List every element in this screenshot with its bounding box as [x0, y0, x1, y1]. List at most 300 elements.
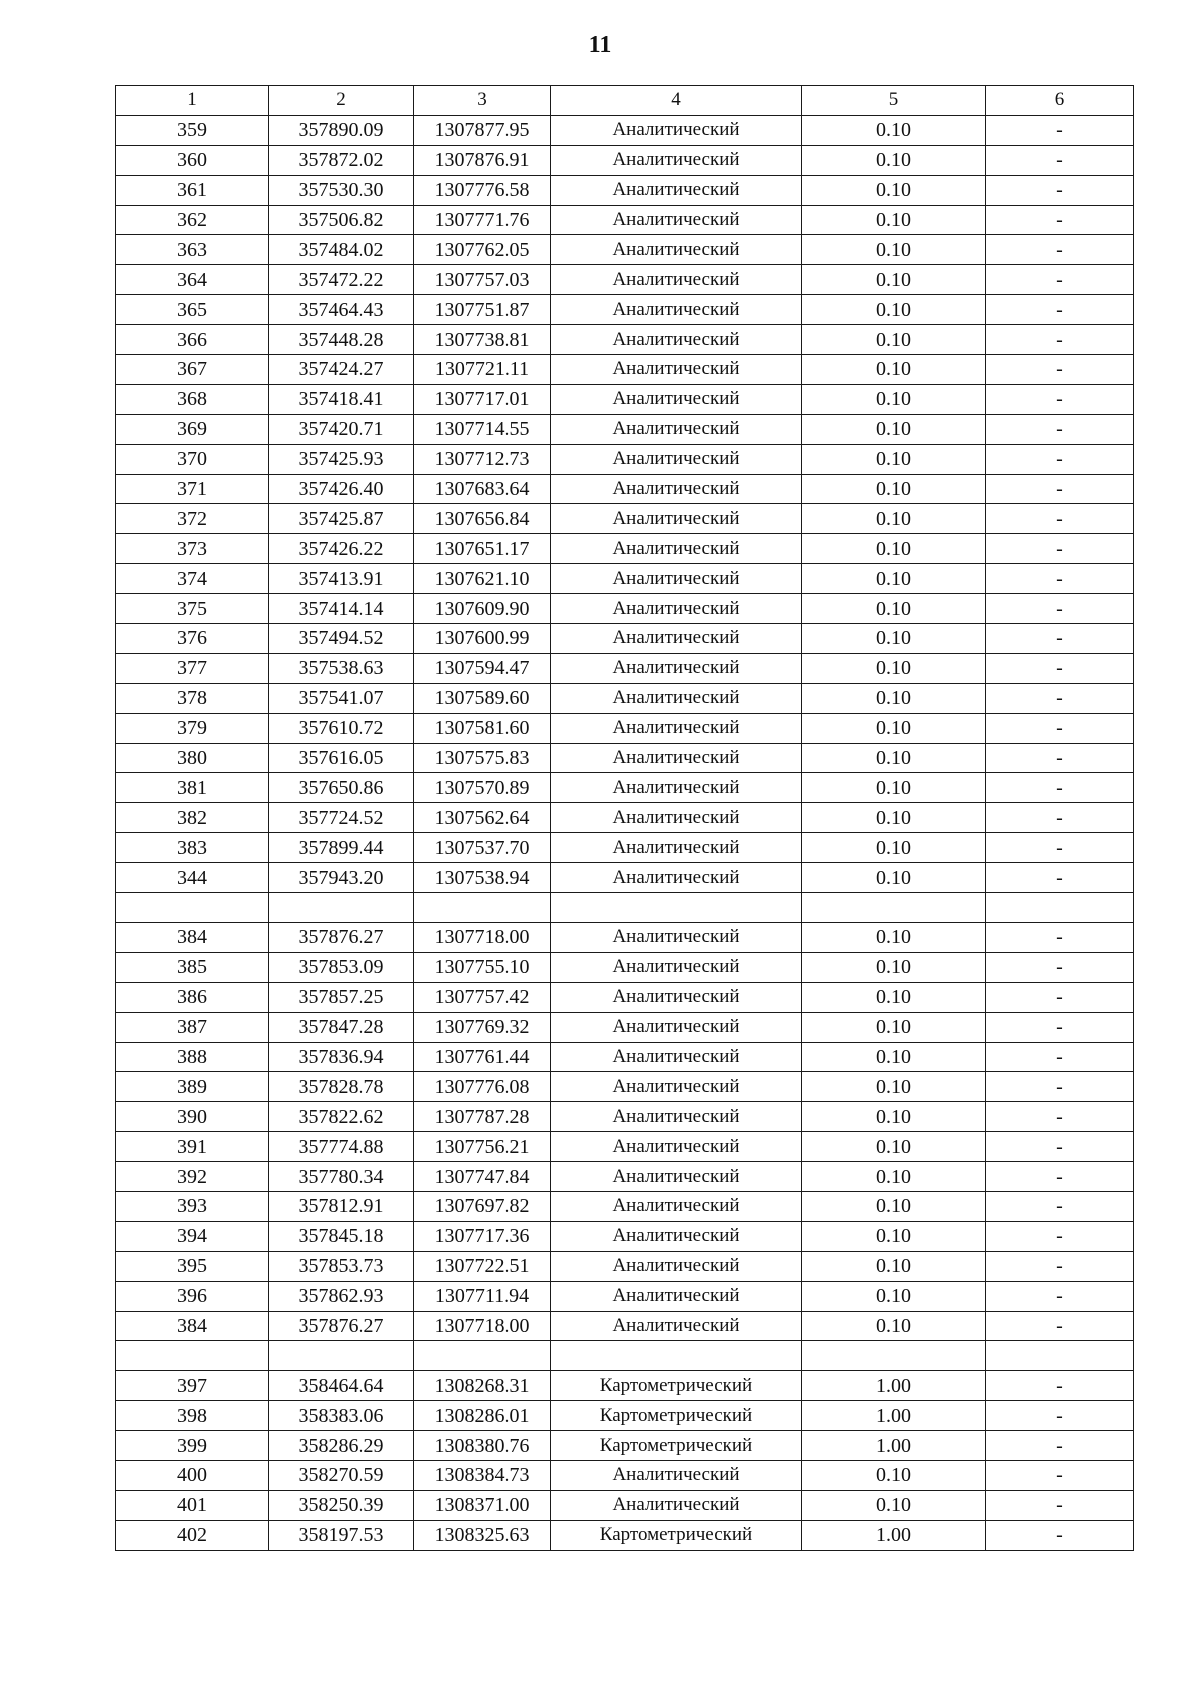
y-coordinate-cell: 1307711.94: [414, 1281, 551, 1311]
x-coordinate-cell: 357828.78: [269, 1072, 414, 1102]
point-number-cell: 368: [116, 384, 269, 414]
table-row: [116, 653, 1134, 683]
accuracy-cell: 0.10: [802, 564, 986, 594]
accuracy-cell: 0.10: [802, 504, 986, 534]
y-coordinate-cell: 1307537.70: [414, 833, 551, 863]
accuracy-cell: 0.10: [802, 713, 986, 743]
x-coordinate-cell: 357862.93: [269, 1281, 414, 1311]
table-row: [116, 803, 1134, 833]
table-row: [116, 534, 1134, 564]
method-cell: Аналитический: [551, 265, 802, 295]
note-cell: -: [986, 1221, 1134, 1251]
method-cell: Аналитический: [551, 384, 802, 414]
accuracy-cell: 0.10: [802, 355, 986, 385]
x-coordinate-cell: 357847.28: [269, 1012, 414, 1042]
y-coordinate-cell: 1307776.58: [414, 175, 551, 205]
accuracy-cell: 0.10: [802, 1191, 986, 1221]
point-number-cell: 360: [116, 145, 269, 175]
point-number-cell: 399: [116, 1431, 269, 1461]
table-row: [116, 1251, 1134, 1281]
method-cell: Аналитический: [551, 1072, 802, 1102]
table-row: [116, 1490, 1134, 1520]
accuracy-cell: 0.10: [802, 384, 986, 414]
table-body: [116, 115, 1134, 1550]
point-number-cell: 384: [116, 922, 269, 952]
x-coordinate-cell: 357822.62: [269, 1102, 414, 1132]
note-cell: -: [986, 534, 1134, 564]
table-row: [116, 384, 1134, 414]
method-cell: Аналитический: [551, 115, 802, 145]
header-cell: 1: [116, 86, 269, 116]
x-coordinate-cell: 357876.27: [269, 922, 414, 952]
accuracy-cell: 0.10: [802, 773, 986, 803]
y-coordinate-cell: 1307747.84: [414, 1162, 551, 1192]
method-cell: Аналитический: [551, 1221, 802, 1251]
accuracy-cell: 0.10: [802, 295, 986, 325]
note-cell: -: [986, 1311, 1134, 1341]
accuracy-cell: 0.10: [802, 982, 986, 1012]
method-cell: [551, 893, 802, 923]
table-row: [116, 1431, 1134, 1461]
table-row: [116, 295, 1134, 325]
method-cell: Аналитический: [551, 474, 802, 504]
accuracy-cell: 0.10: [802, 175, 986, 205]
y-coordinate-cell: 1307738.81: [414, 325, 551, 355]
accuracy-cell: 1.00: [802, 1371, 986, 1401]
method-cell: Аналитический: [551, 713, 802, 743]
header-cell: 4: [551, 86, 802, 116]
accuracy-cell: 0.10: [802, 803, 986, 833]
note-cell: -: [986, 1520, 1134, 1550]
method-cell: Аналитический: [551, 803, 802, 833]
x-coordinate-cell: 357506.82: [269, 205, 414, 235]
point-number-cell: 400: [116, 1460, 269, 1490]
point-number-cell: 385: [116, 952, 269, 982]
method-cell: Аналитический: [551, 355, 802, 385]
table-row: [116, 1520, 1134, 1550]
table-row: [116, 982, 1134, 1012]
method-cell: Аналитический: [551, 952, 802, 982]
y-coordinate-cell: 1307771.76: [414, 205, 551, 235]
point-number-cell: 365: [116, 295, 269, 325]
accuracy-cell: 0.10: [802, 743, 986, 773]
method-cell: Аналитический: [551, 564, 802, 594]
point-number-cell: 388: [116, 1042, 269, 1072]
table-row: [116, 1132, 1134, 1162]
note-cell: -: [986, 265, 1134, 295]
y-coordinate-cell: 1307761.44: [414, 1042, 551, 1072]
accuracy-cell: 0.10: [802, 863, 986, 893]
method-cell: Картометрический: [551, 1371, 802, 1401]
x-coordinate-cell: 357857.25: [269, 982, 414, 1012]
accuracy-cell: 0.10: [802, 1281, 986, 1311]
table-row: [116, 1042, 1134, 1072]
x-coordinate-cell: 357426.40: [269, 474, 414, 504]
note-cell: -: [986, 594, 1134, 624]
y-coordinate-cell: 1307757.03: [414, 265, 551, 295]
x-coordinate-cell: 357853.73: [269, 1251, 414, 1281]
method-cell: Картометрический: [551, 1401, 802, 1431]
table-row: [116, 145, 1134, 175]
y-coordinate-cell: 1307769.32: [414, 1012, 551, 1042]
y-coordinate-cell: 1307787.28: [414, 1102, 551, 1132]
table-row: [116, 1162, 1134, 1192]
accuracy-cell: 0.10: [802, 474, 986, 504]
note-cell: -: [986, 743, 1134, 773]
point-number-cell: 379: [116, 713, 269, 743]
table-row: [116, 325, 1134, 355]
point-number-cell: 363: [116, 235, 269, 265]
point-number-cell: 389: [116, 1072, 269, 1102]
y-coordinate-cell: 1307757.42: [414, 982, 551, 1012]
table-row: [116, 115, 1134, 145]
point-number-cell: 376: [116, 624, 269, 654]
y-coordinate-cell: 1308371.00: [414, 1490, 551, 1520]
x-coordinate-cell: 357538.63: [269, 653, 414, 683]
note-cell: -: [986, 922, 1134, 952]
point-number-cell: 361: [116, 175, 269, 205]
point-number-cell: 366: [116, 325, 269, 355]
note-cell: -: [986, 504, 1134, 534]
method-cell: Аналитический: [551, 1012, 802, 1042]
method-cell: Картометрический: [551, 1520, 802, 1550]
note-cell: -: [986, 1460, 1134, 1490]
table-header-row: [116, 86, 1134, 116]
note-cell: -: [986, 1281, 1134, 1311]
coordinates-table: [115, 85, 1134, 1551]
note-cell: -: [986, 982, 1134, 1012]
header-cell: 5: [802, 86, 986, 116]
point-number-cell: 381: [116, 773, 269, 803]
y-coordinate-cell: 1307721.11: [414, 355, 551, 385]
note-cell: -: [986, 803, 1134, 833]
note-cell: -: [986, 1042, 1134, 1072]
x-coordinate-cell: 357414.14: [269, 594, 414, 624]
method-cell: Аналитический: [551, 175, 802, 205]
point-number-cell: 364: [116, 265, 269, 295]
point-number-cell: 380: [116, 743, 269, 773]
accuracy-cell: 0.10: [802, 1132, 986, 1162]
table-row: [116, 414, 1134, 444]
y-coordinate-cell: 1308380.76: [414, 1431, 551, 1461]
x-coordinate-cell: 357724.52: [269, 803, 414, 833]
x-coordinate-cell: 357899.44: [269, 833, 414, 863]
x-coordinate-cell: 357780.34: [269, 1162, 414, 1192]
accuracy-cell: 0.10: [802, 1162, 986, 1192]
y-coordinate-cell: 1307609.90: [414, 594, 551, 624]
accuracy-cell: 0.10: [802, 145, 986, 175]
method-cell: Аналитический: [551, 1102, 802, 1132]
y-coordinate-cell: 1307756.21: [414, 1132, 551, 1162]
method-cell: Аналитический: [551, 982, 802, 1012]
accuracy-cell: 0.10: [802, 205, 986, 235]
accuracy-cell: 0.10: [802, 1311, 986, 1341]
header-cell: 6: [986, 86, 1134, 116]
point-number-cell: 372: [116, 504, 269, 534]
x-coordinate-cell: 357425.93: [269, 444, 414, 474]
header-cell: 2: [269, 86, 414, 116]
y-coordinate-cell: 1307656.84: [414, 504, 551, 534]
note-cell: -: [986, 205, 1134, 235]
table-row: [116, 1012, 1134, 1042]
y-coordinate-cell: 1307877.95: [414, 115, 551, 145]
table-row: [116, 683, 1134, 713]
table-row: [116, 1102, 1134, 1132]
point-number-cell: 402: [116, 1520, 269, 1550]
table-row: [116, 265, 1134, 295]
point-number-cell: 373: [116, 534, 269, 564]
method-cell: Аналитический: [551, 145, 802, 175]
accuracy-cell: 0.10: [802, 683, 986, 713]
x-coordinate-cell: 358197.53: [269, 1520, 414, 1550]
x-coordinate-cell: 358250.39: [269, 1490, 414, 1520]
x-coordinate-cell: [269, 893, 414, 923]
accuracy-cell: 0.10: [802, 833, 986, 863]
note-cell: -: [986, 145, 1134, 175]
accuracy-cell: 0.10: [802, 1072, 986, 1102]
method-cell: [551, 1341, 802, 1371]
y-coordinate-cell: 1307722.51: [414, 1251, 551, 1281]
point-number-cell: 395: [116, 1251, 269, 1281]
x-coordinate-cell: 357541.07: [269, 683, 414, 713]
note-cell: -: [986, 564, 1134, 594]
note-cell: -: [986, 624, 1134, 654]
accuracy-cell: 0.10: [802, 594, 986, 624]
y-coordinate-cell: 1307600.99: [414, 624, 551, 654]
x-coordinate-cell: 357420.71: [269, 414, 414, 444]
method-cell: Аналитический: [551, 235, 802, 265]
method-cell: Аналитический: [551, 653, 802, 683]
note-cell: -: [986, 1072, 1134, 1102]
method-cell: Аналитический: [551, 1042, 802, 1072]
table-row: [116, 1281, 1134, 1311]
x-coordinate-cell: 357872.02: [269, 145, 414, 175]
y-coordinate-cell: 1307589.60: [414, 683, 551, 713]
table-row: [116, 504, 1134, 534]
y-coordinate-cell: 1307562.64: [414, 803, 551, 833]
note-cell: -: [986, 713, 1134, 743]
x-coordinate-cell: 357836.94: [269, 1042, 414, 1072]
method-cell: Аналитический: [551, 833, 802, 863]
point-number-cell: 387: [116, 1012, 269, 1042]
method-cell: Аналитический: [551, 624, 802, 654]
point-number-cell: 375: [116, 594, 269, 624]
note-cell: -: [986, 863, 1134, 893]
table-row: [116, 205, 1134, 235]
method-cell: Аналитический: [551, 1191, 802, 1221]
accuracy-cell: [802, 893, 986, 923]
accuracy-cell: 0.10: [802, 1490, 986, 1520]
y-coordinate-cell: 1307751.87: [414, 295, 551, 325]
point-number-cell: 384: [116, 1311, 269, 1341]
note-cell: -: [986, 325, 1134, 355]
table-row: [116, 474, 1134, 504]
y-coordinate-cell: 1307776.08: [414, 1072, 551, 1102]
method-cell: Аналитический: [551, 1460, 802, 1490]
y-coordinate-cell: 1307876.91: [414, 145, 551, 175]
x-coordinate-cell: 357616.05: [269, 743, 414, 773]
accuracy-cell: 0.10: [802, 1251, 986, 1281]
x-coordinate-cell: 357413.91: [269, 564, 414, 594]
y-coordinate-cell: 1307621.10: [414, 564, 551, 594]
point-number-cell: 396: [116, 1281, 269, 1311]
table-row: [116, 922, 1134, 952]
point-number-cell: 391: [116, 1132, 269, 1162]
note-cell: -: [986, 1371, 1134, 1401]
method-cell: Аналитический: [551, 414, 802, 444]
table-row: [116, 444, 1134, 474]
y-coordinate-cell: 1308286.01: [414, 1401, 551, 1431]
accuracy-cell: 0.10: [802, 1460, 986, 1490]
method-cell: Аналитический: [551, 534, 802, 564]
y-coordinate-cell: 1307570.89: [414, 773, 551, 803]
x-coordinate-cell: 357426.22: [269, 534, 414, 564]
accuracy-cell: 1.00: [802, 1520, 986, 1550]
method-cell: Аналитический: [551, 205, 802, 235]
method-cell: Аналитический: [551, 773, 802, 803]
x-coordinate-cell: 358286.29: [269, 1431, 414, 1461]
table-row: [116, 175, 1134, 205]
note-cell: -: [986, 444, 1134, 474]
point-number-cell: 367: [116, 355, 269, 385]
x-coordinate-cell: 358383.06: [269, 1401, 414, 1431]
y-coordinate-cell: 1307712.73: [414, 444, 551, 474]
table-row: [116, 863, 1134, 893]
method-cell: Аналитический: [551, 922, 802, 952]
accuracy-cell: 0.10: [802, 444, 986, 474]
table-row: [116, 773, 1134, 803]
x-coordinate-cell: 357425.87: [269, 504, 414, 534]
note-cell: -: [986, 1431, 1134, 1461]
note-cell: -: [986, 474, 1134, 504]
table-row: [116, 893, 1134, 923]
page-number: 11: [588, 32, 612, 58]
table-row: [116, 624, 1134, 654]
y-coordinate-cell: 1307755.10: [414, 952, 551, 982]
y-coordinate-cell: 1307575.83: [414, 743, 551, 773]
note-cell: [986, 893, 1134, 923]
table-row: [116, 713, 1134, 743]
method-cell: Аналитический: [551, 1162, 802, 1192]
note-cell: -: [986, 1251, 1134, 1281]
method-cell: Аналитический: [551, 325, 802, 355]
accuracy-cell: 0.10: [802, 1012, 986, 1042]
method-cell: Аналитический: [551, 1311, 802, 1341]
point-number-cell: 362: [116, 205, 269, 235]
x-coordinate-cell: [269, 1341, 414, 1371]
accuracy-cell: 0.10: [802, 115, 986, 145]
point-number-cell: 344: [116, 863, 269, 893]
method-cell: Аналитический: [551, 1281, 802, 1311]
y-coordinate-cell: 1307697.82: [414, 1191, 551, 1221]
point-number-cell: 378: [116, 683, 269, 713]
note-cell: -: [986, 833, 1134, 863]
y-coordinate-cell: [414, 1341, 551, 1371]
method-cell: Аналитический: [551, 863, 802, 893]
table-row: [116, 833, 1134, 863]
table-row: [116, 235, 1134, 265]
accuracy-cell: 0.10: [802, 235, 986, 265]
note-cell: -: [986, 1191, 1134, 1221]
note-cell: -: [986, 1102, 1134, 1132]
point-number-cell: 374: [116, 564, 269, 594]
point-number-cell: 398: [116, 1401, 269, 1431]
accuracy-cell: 0.10: [802, 922, 986, 952]
note-cell: -: [986, 1012, 1134, 1042]
accuracy-cell: 0.10: [802, 414, 986, 444]
point-number-cell: 390: [116, 1102, 269, 1132]
note-cell: -: [986, 1132, 1134, 1162]
x-coordinate-cell: 357890.09: [269, 115, 414, 145]
accuracy-cell: 1.00: [802, 1401, 986, 1431]
y-coordinate-cell: 1307718.00: [414, 1311, 551, 1341]
y-coordinate-cell: [414, 893, 551, 923]
x-coordinate-cell: 357424.27: [269, 355, 414, 385]
y-coordinate-cell: 1307714.55: [414, 414, 551, 444]
y-coordinate-cell: 1308268.31: [414, 1371, 551, 1401]
accuracy-cell: 0.10: [802, 1102, 986, 1132]
point-number-cell: 393: [116, 1191, 269, 1221]
x-coordinate-cell: 357472.22: [269, 265, 414, 295]
note-cell: -: [986, 1490, 1134, 1520]
x-coordinate-cell: 357876.27: [269, 1311, 414, 1341]
y-coordinate-cell: 1307538.94: [414, 863, 551, 893]
point-number-cell: 369: [116, 414, 269, 444]
table-row: [116, 1401, 1134, 1431]
accuracy-cell: 1.00: [802, 1431, 986, 1461]
y-coordinate-cell: 1307594.47: [414, 653, 551, 683]
x-coordinate-cell: 357943.20: [269, 863, 414, 893]
note-cell: [986, 1341, 1134, 1371]
x-coordinate-cell: 357494.52: [269, 624, 414, 654]
header-cell: 3: [414, 86, 551, 116]
accuracy-cell: 0.10: [802, 1221, 986, 1251]
method-cell: Аналитический: [551, 1490, 802, 1520]
table-row: [116, 952, 1134, 982]
y-coordinate-cell: 1307762.05: [414, 235, 551, 265]
note-cell: -: [986, 295, 1134, 325]
table-row: [116, 743, 1134, 773]
point-number-cell: [116, 893, 269, 923]
x-coordinate-cell: 357812.91: [269, 1191, 414, 1221]
point-number-cell: [116, 1341, 269, 1371]
accuracy-cell: 0.10: [802, 952, 986, 982]
x-coordinate-cell: 358464.64: [269, 1371, 414, 1401]
y-coordinate-cell: 1308325.63: [414, 1520, 551, 1550]
method-cell: Аналитический: [551, 594, 802, 624]
note-cell: -: [986, 952, 1134, 982]
note-cell: -: [986, 773, 1134, 803]
table-row: [116, 1341, 1134, 1371]
table-row: [116, 1191, 1134, 1221]
table-row: [116, 1221, 1134, 1251]
accuracy-cell: 0.10: [802, 653, 986, 683]
table-row: [116, 594, 1134, 624]
point-number-cell: 370: [116, 444, 269, 474]
note-cell: -: [986, 683, 1134, 713]
point-number-cell: 359: [116, 115, 269, 145]
point-number-cell: 382: [116, 803, 269, 833]
note-cell: -: [986, 414, 1134, 444]
x-coordinate-cell: 357853.09: [269, 952, 414, 982]
table-row: [116, 564, 1134, 594]
method-cell: Аналитический: [551, 1251, 802, 1281]
method-cell: Аналитический: [551, 444, 802, 474]
y-coordinate-cell: 1307651.17: [414, 534, 551, 564]
table-row: [116, 355, 1134, 385]
y-coordinate-cell: 1307581.60: [414, 713, 551, 743]
point-number-cell: 371: [116, 474, 269, 504]
